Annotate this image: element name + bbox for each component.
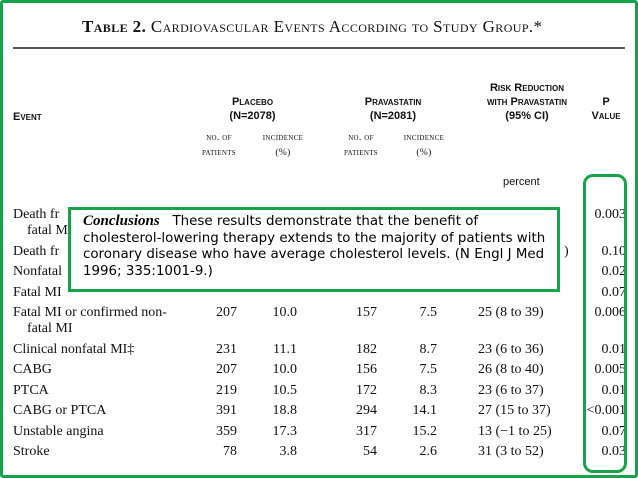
row-prav-n: 156 <box>356 362 377 377</box>
row-risk-reduction: 23 (6 to 36) <box>478 342 544 357</box>
row-prav-n: 294 <box>356 403 377 418</box>
row-prav-inc: 15.2 <box>412 424 437 439</box>
row-placebo-inc: 10.0 <box>272 305 297 320</box>
header-event: Event <box>13 111 42 123</box>
table-title-text: Cardiovascular Events According to Study Group.* <box>150 17 543 36</box>
row-risk-reduction: 27 (15 to 37) <box>478 403 551 418</box>
row-event: Clinical nonfatal MI‡ <box>13 342 135 357</box>
row-p-value: 0.003 <box>594 207 626 222</box>
row-placebo-n: 78 <box>223 444 237 459</box>
title-rule <box>13 47 625 49</box>
header-p-value: P Value <box>591 96 621 122</box>
row-prav-n: 317 <box>356 424 377 439</box>
row-p-value: <0.001 <box>586 403 626 418</box>
row-event: CABG or PTCA <box>13 403 107 418</box>
row-placebo-n: 219 <box>216 383 237 398</box>
header-pravastatin <box>333 95 453 123</box>
row-risk-reduction: 31 (3 to 52) <box>478 444 544 459</box>
row-placebo-inc: 17.3 <box>272 424 297 439</box>
row-p-value: 0.005 <box>594 362 626 377</box>
row-prav-inc: 8.3 <box>419 383 437 398</box>
row-placebo-n: 391 <box>216 403 237 418</box>
row-placebo-inc: 18.8 <box>272 403 297 418</box>
header-risk-reduction: Risk Reduction with Pravastatin (95% CI) <box>486 82 567 122</box>
row-risk-tail: ) <box>564 244 569 259</box>
row-event: Unstable angina <box>13 424 104 439</box>
row-prav-inc: 7.5 <box>419 362 437 377</box>
table-label: Table 2. <box>82 17 147 36</box>
row-event: Stroke <box>13 444 50 459</box>
row-prav-n: 157 <box>356 305 377 320</box>
sub-prav-no: no. of patients <box>343 133 379 158</box>
row-event: PTCA <box>13 383 49 398</box>
header-prav-name: Pravastatin <box>364 96 422 108</box>
row-event: Fatal MI <box>13 285 62 300</box>
row-risk-reduction: 13 (−1 to 25) <box>478 424 552 439</box>
row-placebo-inc: 10.0 <box>272 362 297 377</box>
row-event: Nonfatal <box>13 264 62 279</box>
row-p-value: 0.07 <box>601 285 626 300</box>
table-title <box>82 17 542 37</box>
row-p-value: 0.01 <box>601 342 626 357</box>
row-p-value: 0.01 <box>601 383 626 398</box>
row-placebo-n: 207 <box>216 305 237 320</box>
row-risk-reduction: 23 (6 to 37) <box>478 383 544 398</box>
conclusions-box <box>68 207 560 292</box>
row-event: Death fr fatal M <box>13 207 68 238</box>
row-placebo-n: 207 <box>216 362 237 377</box>
conclusions-text: These results demonstrate that the benefit of cholesterol-lowering therapy extends to the majority of patients with coronary disease who have average cholesterol levels. (N Engl J Med 1996; 335:1001-9.) <box>83 214 546 279</box>
row-p-value: 0.03 <box>601 444 626 459</box>
row-risk-reduction: 26 (8 to 40) <box>478 362 544 377</box>
row-prav-inc: 2.6 <box>419 444 437 459</box>
row-p-value: 0.006 <box>594 305 626 320</box>
row-prav-n: 172 <box>356 383 377 398</box>
row-placebo-inc: 11.1 <box>273 342 297 357</box>
sub-prav-inc: incidence (%) <box>403 133 445 158</box>
row-placebo-inc: 10.5 <box>272 383 297 398</box>
conclusions-keyword: Conclusions <box>83 213 160 229</box>
header-placebo-name: Placebo <box>231 96 274 108</box>
row-prav-inc: 7.5 <box>419 305 437 320</box>
row-prav-n: 182 <box>356 342 377 357</box>
row-p-value: 0.02 <box>601 264 626 279</box>
unit-label: percent <box>503 176 540 188</box>
sub-placebo-inc: incidence (%) <box>262 133 304 158</box>
header-placebo <box>200 95 305 123</box>
row-placebo-inc: 3.8 <box>279 444 297 459</box>
row-prav-inc: 14.1 <box>412 403 437 418</box>
row-placebo-n: 231 <box>216 342 237 357</box>
p-value-highlight-box <box>583 174 627 473</box>
row-prav-n: 54 <box>363 444 377 459</box>
row-event: Death fr <box>13 244 60 259</box>
row-placebo-n: 359 <box>216 424 237 439</box>
row-p-value: 0.07 <box>601 424 626 439</box>
row-event: CABG <box>13 362 52 377</box>
row-prav-inc: 8.7 <box>419 342 437 357</box>
sub-placebo-no: no. of patients <box>201 133 237 158</box>
header-placebo-n: (N=2078) <box>229 110 276 122</box>
header-prav-n: (N=2081) <box>369 110 417 122</box>
row-event: Fatal MI or confirmed non- fatal MI <box>13 305 167 336</box>
row-risk-reduction: 25 (8 to 39) <box>478 305 544 320</box>
row-p-value: 0.10 <box>601 244 626 259</box>
